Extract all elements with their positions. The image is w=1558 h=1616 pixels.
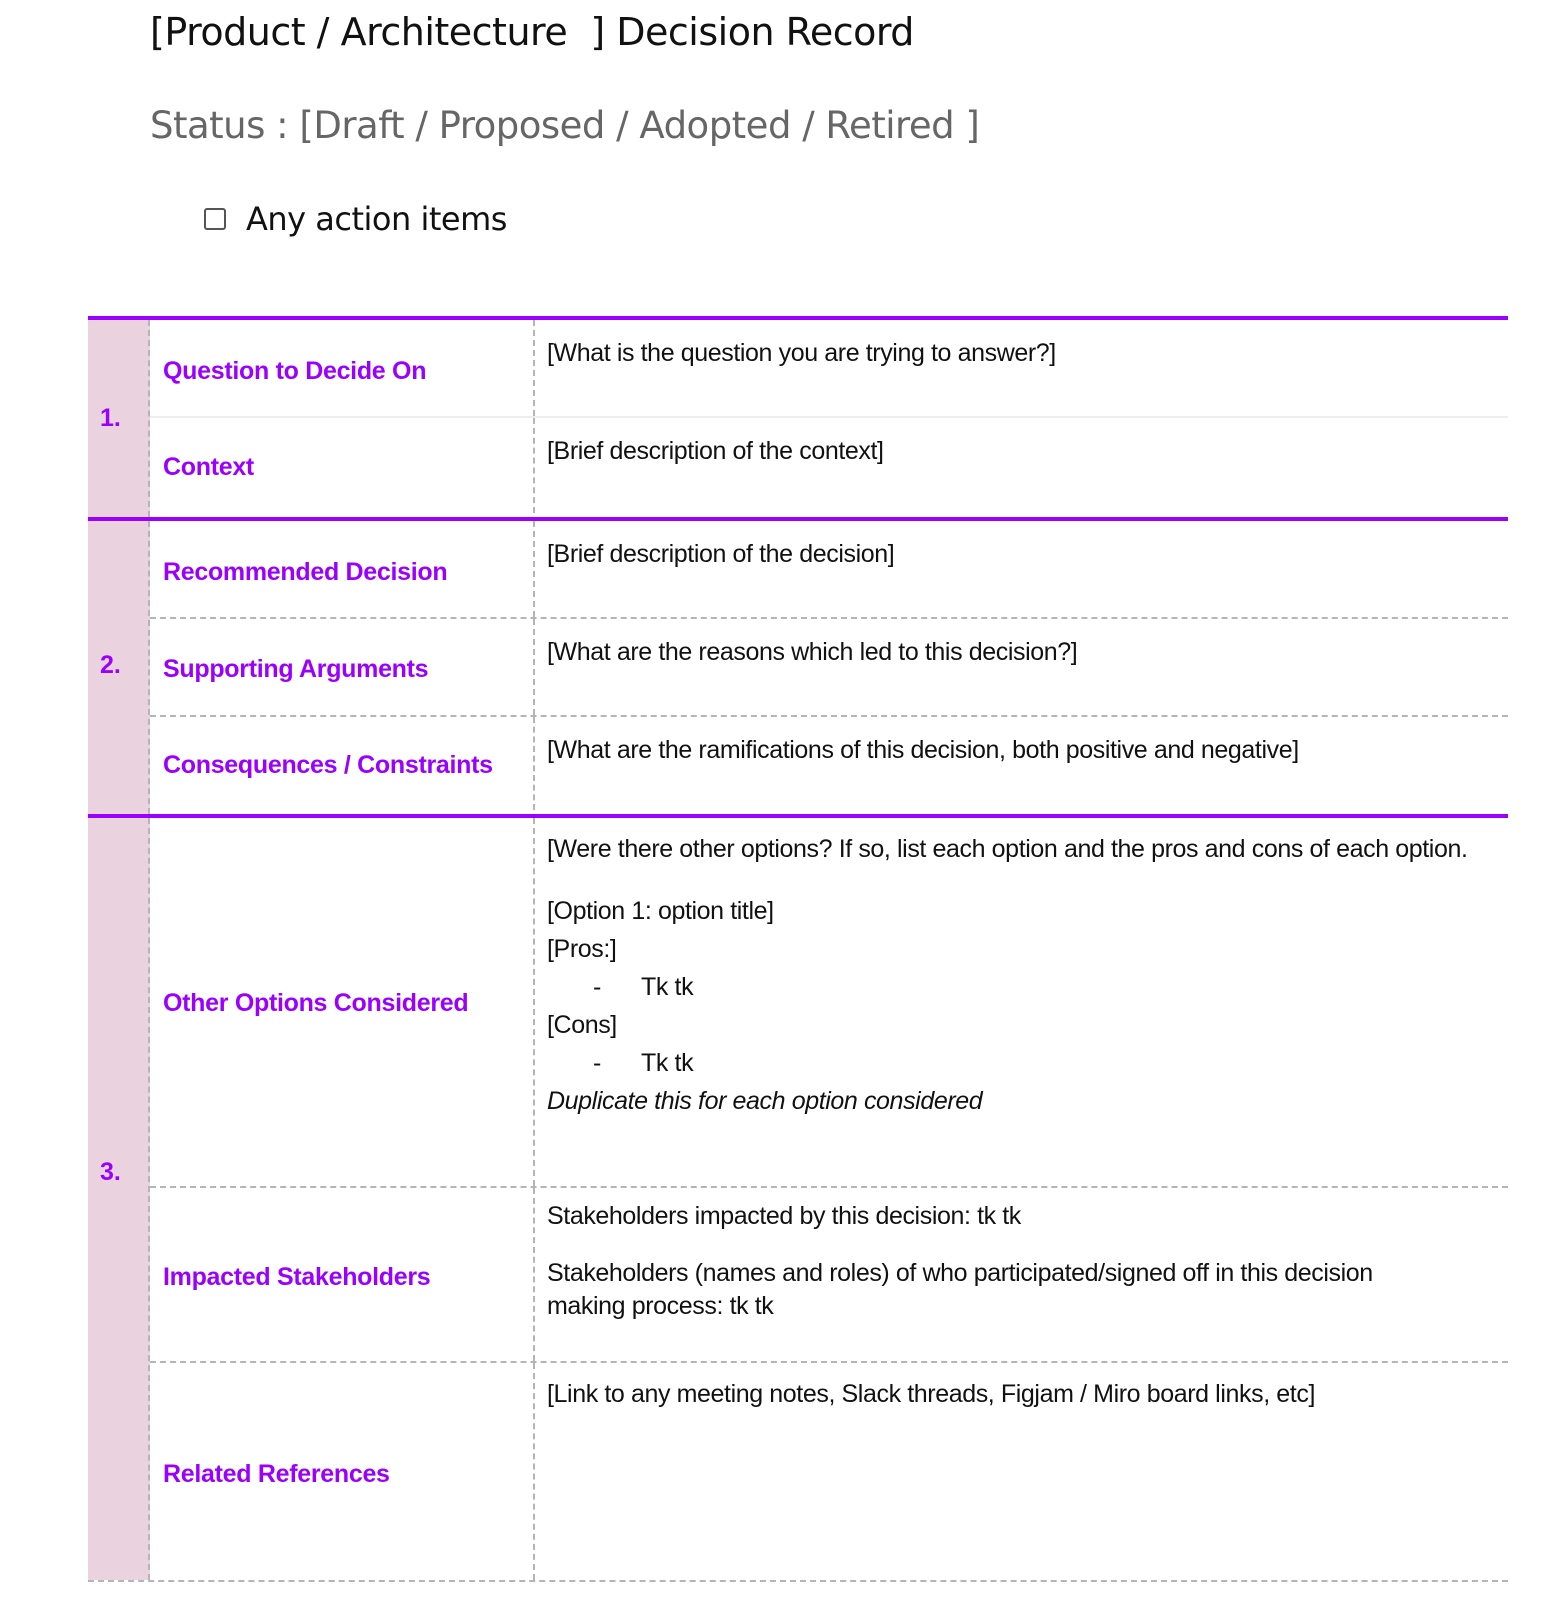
row-content[interactable] (535, 717, 1508, 810)
option-title: [Option 1: option title] (547, 897, 774, 925)
content-text: [What are the reasons which led to this decision?] (547, 638, 1078, 666)
row-content[interactable] (535, 320, 1508, 416)
cons-label: [Cons] (547, 1011, 617, 1039)
cons-item-text: Tk tk (641, 1049, 694, 1077)
pros-item-text: Tk tk (641, 973, 694, 1001)
section-number: 3. (100, 1158, 121, 1186)
checkbox-icon[interactable] (204, 208, 226, 230)
dash-bullet-icon: - (593, 973, 601, 1001)
participants-text: Stakeholders (names and roles) of who participated/signed off in this decision making process: tk tk (547, 1259, 1373, 1320)
options-intro: [Were there other options? If so, list each option and the pros and cons of each option. (547, 835, 1468, 863)
row-label: Other Options Considered (150, 818, 535, 1186)
row-label: Consequences / Constraints (150, 717, 535, 810)
content-text: [Brief description of the decision] (547, 540, 895, 568)
cons-list-item (547, 1044, 1496, 1082)
section-2 (88, 517, 1508, 814)
pros-list-item (547, 968, 1496, 1006)
content-text: [Brief description of the context] (547, 437, 884, 465)
section-1 (88, 316, 1508, 517)
row-question (150, 320, 1508, 416)
row-label: Question to Decide On (150, 320, 535, 416)
row-label: Recommended Decision (150, 521, 535, 617)
row-content[interactable] (535, 1363, 1508, 1580)
row-related-references (150, 1361, 1508, 1580)
action-items-label: Any action items (246, 200, 507, 238)
section-number-cell (88, 320, 150, 517)
content-text: [Link to any meeting notes, Slack threads, Figjam / Miro board links, etc] (547, 1380, 1315, 1408)
row-consequences (150, 715, 1508, 810)
row-content[interactable] (535, 1188, 1508, 1361)
dash-bullet-icon: - (593, 1049, 601, 1077)
row-content[interactable] (535, 521, 1508, 617)
status-line: Status : [Draft / Proposed / Adopted / Retired ] (150, 104, 980, 147)
section-3 (88, 814, 1508, 1582)
row-recommended-decision (150, 521, 1508, 617)
content-text: [What is the question you are trying to answer?] (547, 339, 1056, 367)
section-number-cell (88, 521, 150, 814)
duplicate-note: Duplicate this for each option considered (547, 1087, 983, 1115)
row-supporting-arguments (150, 617, 1508, 715)
row-context (150, 416, 1508, 513)
row-content[interactable] (535, 418, 1508, 513)
decision-record-table (88, 316, 1508, 1582)
row-content[interactable] (535, 619, 1508, 715)
row-label: Context (150, 418, 535, 513)
pros-label: [Pros:] (547, 935, 617, 963)
row-other-options (150, 818, 1508, 1186)
document-title: [Product / Architecture ] Decision Record (150, 10, 914, 54)
impacted-text: Stakeholders impacted by this decision: tk tk (547, 1202, 1021, 1230)
section-number: 2. (100, 651, 121, 679)
content-text: [What are the ramifications of this decision, both positive and negative] (547, 736, 1299, 764)
row-content[interactable] (535, 818, 1508, 1186)
row-label: Related References (150, 1363, 535, 1580)
section-number: 1. (100, 404, 121, 432)
action-items-checklist-item[interactable] (204, 200, 507, 238)
row-impacted-stakeholders (150, 1186, 1508, 1361)
row-label: Impacted Stakeholders (150, 1188, 535, 1361)
row-label: Supporting Arguments (150, 619, 535, 715)
section-number-cell (88, 818, 150, 1580)
